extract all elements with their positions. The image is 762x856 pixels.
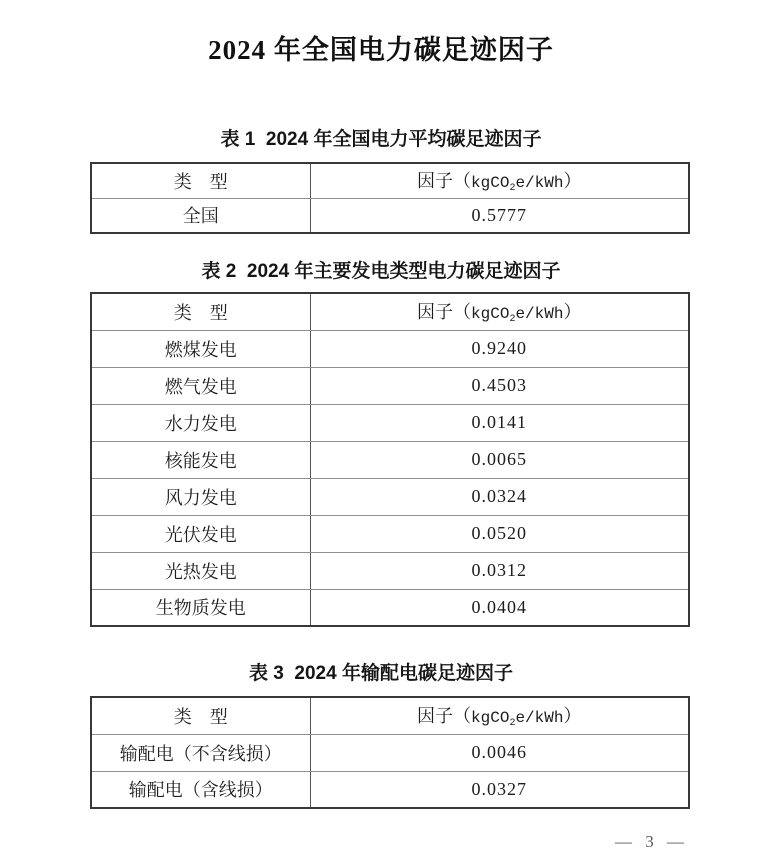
factor-unit-prefix: kgCO: [471, 305, 510, 324]
factor-header-suffix: ）: [563, 171, 582, 192]
factor-unit-prefix: kgCO: [471, 709, 510, 728]
factor-cell: 0.0324: [310, 478, 689, 515]
table-generation-types: [90, 292, 690, 627]
factor-unit-suffix: e/kWh: [515, 305, 564, 324]
factor-cell: 0.5777: [310, 198, 689, 233]
table-row: [91, 198, 689, 233]
table-row: [91, 552, 689, 589]
factor-header-prefix: 因子（: [417, 302, 472, 323]
table-row: [91, 441, 689, 478]
table-row: [91, 515, 689, 552]
factor-column-header: [310, 293, 689, 330]
table-row: [91, 734, 689, 771]
type-cell: 风力发电: [91, 478, 310, 515]
table-body: [91, 330, 689, 626]
type-cell: 核能发电: [91, 441, 310, 478]
factor-header-suffix: ）: [563, 706, 582, 727]
table-row: [91, 771, 689, 808]
factor-header-suffix: ）: [563, 302, 582, 323]
factor-cell: 0.0141: [310, 404, 689, 441]
co2-subscript: 2: [509, 183, 516, 195]
table3-caption: 表 3 2024 年输配电碳足迹因子: [249, 663, 513, 684]
factor-cell: 0.0520: [310, 515, 689, 552]
factor-column-header: [310, 697, 689, 734]
table-row: [91, 404, 689, 441]
type-cell: 燃煤发电: [91, 330, 310, 367]
table-header-row: [91, 163, 689, 198]
factor-cell: 0.4503: [310, 367, 689, 404]
type-cell: 燃气发电: [91, 367, 310, 404]
table-body: [91, 198, 689, 233]
factor-unit-prefix: kgCO: [471, 174, 510, 193]
factor-header-prefix: 因子（: [417, 171, 472, 192]
type-cell: 生物质发电: [91, 589, 310, 626]
type-cell: 水力发电: [91, 404, 310, 441]
factor-cell: 0.0065: [310, 441, 689, 478]
type-column-header: 类 型: [91, 163, 310, 198]
factor-unit-suffix: e/kWh: [515, 709, 564, 728]
table-row: [91, 478, 689, 515]
table-row: [91, 367, 689, 404]
document-title: 2024 年全国电力碳足迹因子: [208, 35, 554, 65]
type-cell: 全国: [91, 198, 310, 233]
type-cell: 光伏发电: [91, 515, 310, 552]
table-national-average: [90, 162, 690, 234]
factor-cell: 0.0046: [310, 734, 689, 771]
page-number: — 3 —: [615, 832, 684, 851]
factor-header-prefix: 因子（: [417, 706, 472, 727]
table1-caption: 表 1 2024 年全国电力平均碳足迹因子: [220, 129, 542, 150]
factor-cell: 0.0404: [310, 589, 689, 626]
table-row: [91, 330, 689, 367]
factor-cell: 0.0327: [310, 771, 689, 808]
table-body: [91, 734, 689, 808]
table-header-row: [91, 697, 689, 734]
factor-cell: 0.0312: [310, 552, 689, 589]
type-column-header: 类 型: [91, 293, 310, 330]
type-cell: 输配电（不含线损）: [91, 734, 310, 771]
table-row: [91, 589, 689, 626]
factor-cell: 0.9240: [310, 330, 689, 367]
table-header-row: [91, 293, 689, 330]
type-cell: 输配电（含线损）: [91, 771, 310, 808]
type-cell: 光热发电: [91, 552, 310, 589]
table2-caption: 表 2 2024 年主要发电类型电力碳足迹因子: [201, 261, 561, 282]
co2-subscript: 2: [509, 718, 516, 730]
factor-column-header: [310, 163, 689, 198]
type-column-header: 类 型: [91, 697, 310, 734]
factor-unit-suffix: e/kWh: [515, 174, 564, 193]
table-transmission-distribution: [90, 696, 690, 809]
co2-subscript: 2: [509, 314, 516, 326]
